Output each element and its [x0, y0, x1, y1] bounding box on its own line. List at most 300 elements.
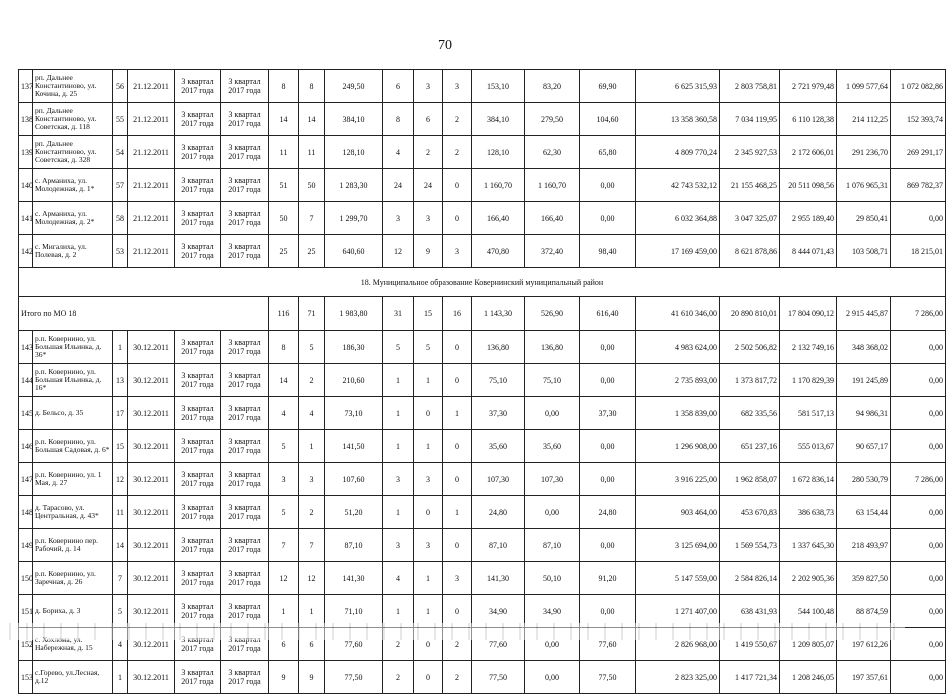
table-cell-c8: 0 [414, 661, 443, 694]
total-cell: 116 [269, 297, 299, 331]
table-cell-date: 30.12.2011 [128, 529, 175, 562]
table-cell-c4: 4 [269, 397, 299, 430]
table-cell-c7: 3 [383, 202, 414, 235]
table-cell-c13: 2 826 968,00 [636, 628, 720, 661]
table-cell-c4: 8 [269, 331, 299, 364]
table-cell-c13: 903 464,00 [636, 496, 720, 529]
total-cell: 1 983,80 [325, 297, 383, 331]
table-cell-c14: 8 621 878,86 [720, 235, 780, 268]
table-cell-c9: 0 [443, 202, 472, 235]
table-cell-c7: 1 [383, 397, 414, 430]
table-cell-c7: 1 [383, 496, 414, 529]
table-cell-c5: 3 [299, 463, 325, 496]
table-cell-no: 1 [113, 331, 128, 364]
table-cell-c16: 197 357,61 [837, 661, 891, 694]
table-cell-c17: 269 291,17 [891, 136, 946, 169]
table-cell-c10: 87,10 [472, 529, 525, 562]
table-cell-c11: 0,00 [525, 628, 580, 661]
table-cell-c11: 62,30 [525, 136, 580, 169]
table-cell-c7: 4 [383, 562, 414, 595]
table-cell-c14: 1 417 721,34 [720, 661, 780, 694]
table-cell-c13: 4 983 624,00 [636, 331, 720, 364]
total-cell: 1 143,30 [472, 297, 525, 331]
table-cell-c5: 2 [299, 496, 325, 529]
table-cell-addr: д. Бельсо, д. 35 [33, 397, 113, 430]
table-cell-c10: 24,80 [472, 496, 525, 529]
table-row [19, 103, 946, 136]
table-cell-q2: 3 квартал 2017 года [221, 364, 269, 397]
table-cell-date: 21.12.2011 [128, 136, 175, 169]
table-cell-c17: 0,00 [891, 430, 946, 463]
table-cell-c6: 87,10 [325, 529, 383, 562]
table-cell-q1: 3 квартал 2017 года [175, 331, 221, 364]
table-cell-c9: 0 [443, 364, 472, 397]
table-cell-c16: 1 099 577,64 [837, 70, 891, 103]
table-cell-date: 30.12.2011 [128, 430, 175, 463]
table-cell-c5: 5 [299, 331, 325, 364]
table-cell-date: 30.12.2011 [128, 397, 175, 430]
table-cell-c8: 9 [414, 235, 443, 268]
table-cell-c16: 1 076 965,31 [837, 169, 891, 202]
table-cell-c4: 11 [269, 136, 299, 169]
table-cell-n: 144 [19, 364, 33, 397]
table-cell-c15: 581 517,13 [780, 397, 837, 430]
total-row [19, 297, 946, 331]
table-cell-c17: 0,00 [891, 628, 946, 661]
table-cell-c5: 50 [299, 169, 325, 202]
table-cell-c5: 11 [299, 136, 325, 169]
table-cell-date: 30.12.2011 [128, 463, 175, 496]
table-cell-no: 14 [113, 529, 128, 562]
table-cell-addr: д. Тарасово, ул. Центральная, д. 43* [33, 496, 113, 529]
table-cell-c13: 3 916 225,00 [636, 463, 720, 496]
table-cell-c4: 8 [269, 70, 299, 103]
table-cell-c5: 2 [299, 364, 325, 397]
table-cell-c14: 2 345 927,53 [720, 136, 780, 169]
table-cell-c6: 73,10 [325, 397, 383, 430]
table-cell-c11: 279,50 [525, 103, 580, 136]
table-cell-c9: 2 [443, 661, 472, 694]
table-cell-c8: 3 [414, 529, 443, 562]
table-cell-q1: 3 квартал 2017 года [175, 202, 221, 235]
table-cell-c17: 0,00 [891, 202, 946, 235]
table-cell-c17: 1 072 082,86 [891, 70, 946, 103]
table-cell-no: 56 [113, 70, 128, 103]
table-cell-c4: 1 [269, 595, 299, 628]
table-cell-c15: 2 721 979,48 [780, 70, 837, 103]
table-cell-n: 153 [19, 661, 33, 694]
table-cell-c9: 0 [443, 529, 472, 562]
table-row [19, 169, 946, 202]
table-cell-date: 21.12.2011 [128, 103, 175, 136]
table-cell-c14: 1 962 858,07 [720, 463, 780, 496]
table-row [19, 235, 946, 268]
table-cell-c5: 7 [299, 202, 325, 235]
page-number: 70 [438, 38, 452, 53]
table-cell-q1: 3 квартал 2017 года [175, 529, 221, 562]
table-cell-n: 151 [19, 595, 33, 628]
table-cell-addr: р.п. Ковернино пер. Рабочий, д. 14 [33, 529, 113, 562]
table-cell-c17: 0,00 [891, 397, 946, 430]
table-cell-c9: 3 [443, 562, 472, 595]
table-cell-no: 11 [113, 496, 128, 529]
table-cell-c7: 1 [383, 364, 414, 397]
table-cell-c9: 0 [443, 463, 472, 496]
table-cell-c13: 2 823 325,00 [636, 661, 720, 694]
table-cell-c9: 2 [443, 103, 472, 136]
table-cell-c10: 77,60 [472, 628, 525, 661]
table-cell-c13: 5 147 559,00 [636, 562, 720, 595]
table-cell-n: 137 [19, 70, 33, 103]
table-cell-c15: 2 202 905,36 [780, 562, 837, 595]
table-cell-c15: 1 672 836,14 [780, 463, 837, 496]
table-cell-q1: 3 квартал 2017 года [175, 136, 221, 169]
total-cell: 20 890 810,01 [720, 297, 780, 331]
table-cell-c8: 1 [414, 595, 443, 628]
table-cell-q2: 3 квартал 2017 года [221, 103, 269, 136]
table-cell-c9: 0 [443, 595, 472, 628]
table-cell-addr: р.п. Ковернино, ул. 1 Мая, д. 27 [33, 463, 113, 496]
table-cell-q2: 3 квартал 2017 года [221, 529, 269, 562]
table-cell-n: 146 [19, 430, 33, 463]
table-cell-q1: 3 квартал 2017 года [175, 463, 221, 496]
table-cell-addr: рп. Дальнее Константиново, ул. Советская, д. 118 [33, 103, 113, 136]
table-cell-c15: 1 208 246,05 [780, 661, 837, 694]
table-cell-c16: 280 530,79 [837, 463, 891, 496]
table-cell-c14: 7 034 119,95 [720, 103, 780, 136]
table-cell-c6: 128,10 [325, 136, 383, 169]
table-cell-c13: 3 125 694,00 [636, 529, 720, 562]
table-cell-c10: 470,80 [472, 235, 525, 268]
table-cell-c10: 128,10 [472, 136, 525, 169]
table-cell-date: 30.12.2011 [128, 364, 175, 397]
table-cell-c12: 0,00 [580, 331, 636, 364]
table-cell-c14: 1 569 554,73 [720, 529, 780, 562]
rows-top [19, 70, 946, 268]
table-cell-c15: 2 955 189,40 [780, 202, 837, 235]
table-cell-no: 54 [113, 136, 128, 169]
table-cell-c8: 3 [414, 202, 443, 235]
table-cell-c13: 42 743 532,12 [636, 169, 720, 202]
section-block [19, 268, 946, 331]
table-cell-c16: 103 508,71 [837, 235, 891, 268]
table-cell-c5: 8 [299, 70, 325, 103]
table-cell-c10: 107,30 [472, 463, 525, 496]
total-cell: 31 [383, 297, 414, 331]
table-cell-c10: 34,90 [472, 595, 525, 628]
table-cell-n: 149 [19, 529, 33, 562]
table-cell-c12: 69,90 [580, 70, 636, 103]
table-cell-c5: 12 [299, 562, 325, 595]
table-cell-c12: 24,80 [580, 496, 636, 529]
table-cell-addr: рп. Дальнее Константиново, ул. Советская, д. 328 [33, 136, 113, 169]
table-cell-n: 152 [19, 628, 33, 661]
table-cell-c12: 0,00 [580, 430, 636, 463]
table-cell-c14: 2 584 826,14 [720, 562, 780, 595]
table-cell-c6: 640,60 [325, 235, 383, 268]
table-cell-c4: 14 [269, 364, 299, 397]
table-cell-n: 142 [19, 235, 33, 268]
table-cell-q2: 3 квартал 2017 года [221, 70, 269, 103]
table-cell-c9: 0 [443, 430, 472, 463]
table-cell-c15: 386 638,73 [780, 496, 837, 529]
table-cell-c9: 3 [443, 70, 472, 103]
table-cell-c16: 29 850,41 [837, 202, 891, 235]
table-cell-addr: р.п. Ковернино, ул. Заречная, д. 26 [33, 562, 113, 595]
table-cell-c6: 71,10 [325, 595, 383, 628]
table-cell-addr: с.Горево, ул.Лесная, д.12 [33, 661, 113, 694]
table-cell-q2: 3 квартал 2017 года [221, 562, 269, 595]
table-row [19, 430, 946, 463]
total-cell: 15 [414, 297, 443, 331]
table-cell-q1: 3 квартал 2017 года [175, 595, 221, 628]
scan-edge [0, 623, 905, 640]
table-cell-q2: 3 квартал 2017 года [221, 235, 269, 268]
table-cell-no: 1 [113, 661, 128, 694]
table-cell-q1: 3 квартал 2017 года [175, 70, 221, 103]
table-cell-c8: 5 [414, 331, 443, 364]
table-cell-c17: 0,00 [891, 661, 946, 694]
table-cell-c14: 21 155 468,25 [720, 169, 780, 202]
table-cell-c10: 77,50 [472, 661, 525, 694]
table-row [19, 397, 946, 430]
table-cell-c13: 1 358 839,00 [636, 397, 720, 430]
table-cell-c11: 0,00 [525, 496, 580, 529]
table-cell-c17: 0,00 [891, 562, 946, 595]
table-cell-n: 140 [19, 169, 33, 202]
table-cell-date: 21.12.2011 [128, 70, 175, 103]
table-cell-c5: 6 [299, 628, 325, 661]
table-cell-c10: 141,30 [472, 562, 525, 595]
total-cell: 526,90 [525, 297, 580, 331]
table-cell-c6: 249,50 [325, 70, 383, 103]
table-cell-q2: 3 квартал 2017 года [221, 496, 269, 529]
table-cell-c17: 0,00 [891, 331, 946, 364]
table-cell-c12: 104,60 [580, 103, 636, 136]
table-cell-c10: 1 160,70 [472, 169, 525, 202]
table-cell-c13: 1 296 908,00 [636, 430, 720, 463]
table-cell-c11: 87,10 [525, 529, 580, 562]
table-cell-c5: 1 [299, 430, 325, 463]
table-cell-c9: 1 [443, 496, 472, 529]
table-cell-c17: 7 286,00 [891, 463, 946, 496]
table-cell-date: 21.12.2011 [128, 202, 175, 235]
table-cell-no: 57 [113, 169, 128, 202]
table-cell-c15: 1 337 645,30 [780, 529, 837, 562]
table-cell-c4: 25 [269, 235, 299, 268]
table-cell-date: 21.12.2011 [128, 169, 175, 202]
table-cell-c12: 0,00 [580, 595, 636, 628]
table-cell-c10: 75,10 [472, 364, 525, 397]
table-cell-c17: 0,00 [891, 496, 946, 529]
table-cell-addr: р.п. Ковернино, ул. Большая Ильинка, д. 36* [33, 331, 113, 364]
table-cell-c8: 3 [414, 463, 443, 496]
table-cell-c4: 5 [269, 430, 299, 463]
table-cell-c14: 453 670,83 [720, 496, 780, 529]
table-cell-c4: 3 [269, 463, 299, 496]
table-cell-c7: 2 [383, 628, 414, 661]
table-cell-c16: 90 657,17 [837, 430, 891, 463]
table-cell-n: 139 [19, 136, 33, 169]
table-cell-c15: 8 444 071,43 [780, 235, 837, 268]
table-cell-q2: 3 квартал 2017 года [221, 202, 269, 235]
table-cell-c6: 1 283,30 [325, 169, 383, 202]
table-cell-c8: 3 [414, 70, 443, 103]
table-cell-no: 53 [113, 235, 128, 268]
table-cell-c9: 3 [443, 235, 472, 268]
table-cell-q2: 3 квартал 2017 года [221, 331, 269, 364]
table-cell-c12: 65,80 [580, 136, 636, 169]
table-cell-c12: 37,30 [580, 397, 636, 430]
table-cell-no: 4 [113, 628, 128, 661]
table-cell-n: 138 [19, 103, 33, 136]
table-row [19, 364, 946, 397]
table-cell-c15: 555 013,67 [780, 430, 837, 463]
table-cell-c10: 136,80 [472, 331, 525, 364]
table-cell-addr: д. Бориха, д. 3 [33, 595, 113, 628]
table-cell-c7: 12 [383, 235, 414, 268]
table-cell-c7: 1 [383, 595, 414, 628]
table-cell-c12: 91,20 [580, 562, 636, 595]
table-cell-no: 7 [113, 562, 128, 595]
table-cell-c15: 2 172 606,01 [780, 136, 837, 169]
table-cell-c16: 214 112,25 [837, 103, 891, 136]
table-cell-c11: 75,10 [525, 364, 580, 397]
table-cell-q2: 3 квартал 2017 года [221, 661, 269, 694]
table-cell-n: 150 [19, 562, 33, 595]
section-heading: 18. Муниципальное образование Ковернинский муниципальный район [19, 268, 946, 297]
total-cell: 16 [443, 297, 472, 331]
total-cell: 616,40 [580, 297, 636, 331]
table-cell-c6: 384,10 [325, 103, 383, 136]
table-cell-c15: 544 100,48 [780, 595, 837, 628]
table-cell-no: 15 [113, 430, 128, 463]
table-cell-q1: 3 квартал 2017 года [175, 103, 221, 136]
table-cell-c6: 210,60 [325, 364, 383, 397]
table-cell-c17: 152 393,74 [891, 103, 946, 136]
table-cell-q2: 3 квартал 2017 года [221, 463, 269, 496]
table-cell-c4: 6 [269, 628, 299, 661]
table-cell-c15: 2 132 749,16 [780, 331, 837, 364]
table-cell-c16: 348 368,02 [837, 331, 891, 364]
table-cell-c9: 0 [443, 169, 472, 202]
table-cell-c11: 35,60 [525, 430, 580, 463]
table-row [19, 202, 946, 235]
table-cell-n: 147 [19, 463, 33, 496]
table-cell-c12: 0,00 [580, 202, 636, 235]
table-cell-c4: 50 [269, 202, 299, 235]
table-cell-c15: 6 110 128,38 [780, 103, 837, 136]
table-cell-q1: 3 квартал 2017 года [175, 397, 221, 430]
housing-table [18, 69, 946, 694]
table-cell-c14: 3 047 325,07 [720, 202, 780, 235]
table-cell-q1: 2017 года [175, 628, 221, 661]
table-cell-c16: 291 236,70 [837, 136, 891, 169]
table-cell-q1: 3 квартал 2017 года [175, 496, 221, 529]
table-cell-c6: 186,30 [325, 331, 383, 364]
total-cell: 71 [299, 297, 325, 331]
table-cell-date: 30.12.2011 [128, 331, 175, 364]
table-cell-q2: 3 квартал 2017 года [221, 136, 269, 169]
table-cell-c7: 2 [383, 661, 414, 694]
table-cell-c8: 24 [414, 169, 443, 202]
table-row [19, 136, 946, 169]
table-row [19, 529, 946, 562]
table-cell-c8: 1 [414, 364, 443, 397]
table-cell-c9: 2 [443, 628, 472, 661]
table-cell-c10: 37,30 [472, 397, 525, 430]
table-cell-c16: 359 827,50 [837, 562, 891, 595]
table-cell-no: 17 [113, 397, 128, 430]
table-cell-c10: 35,60 [472, 430, 525, 463]
table-cell-date: 30.12.2011 [128, 661, 175, 694]
table-cell-c8: 2 [414, 136, 443, 169]
table-cell-q1: 3 квартал 2017 года [175, 661, 221, 694]
table-cell-c15: 1 209 805,07 [780, 628, 837, 661]
table-cell-q1: 3 квартал 2017 года [175, 169, 221, 202]
table-cell-c4: 7 [269, 529, 299, 562]
table-cell-no: 13 [113, 364, 128, 397]
table-cell-c9: 2 [443, 136, 472, 169]
table-cell-q1: 3 квартал 2017 года [175, 562, 221, 595]
table-cell-c15: 1 170 829,39 [780, 364, 837, 397]
table-cell-c7: 24 [383, 169, 414, 202]
table-cell-c7: 1 [383, 430, 414, 463]
table-cell-c9: 0 [443, 331, 472, 364]
table-cell-n: 143 [19, 331, 33, 364]
table-cell-c7: 5 [383, 331, 414, 364]
table-cell-c17: 0,00 [891, 529, 946, 562]
table-cell-date: 30.12.2011 [128, 562, 175, 595]
table-cell-c6: 51,20 [325, 496, 383, 529]
table-cell-n: 145 [19, 397, 33, 430]
table-cell-c16: 94 986,31 [837, 397, 891, 430]
table-cell-c6: 77,60 [325, 628, 383, 661]
table-row [19, 661, 946, 694]
table-cell-date: 30.12.2011 [128, 628, 175, 661]
table-cell-c6: 141,50 [325, 430, 383, 463]
table-cell-c12: 77,50 [580, 661, 636, 694]
table-cell-c9: 1 [443, 397, 472, 430]
table-cell-n: 141 [19, 202, 33, 235]
table-cell-c12: 0,00 [580, 463, 636, 496]
table-cell-c6: 107,60 [325, 463, 383, 496]
table-cell-c4: 14 [269, 103, 299, 136]
table-cell-q2: 3 квартал 2017 года [221, 430, 269, 463]
table-cell-c12: 0,00 [580, 529, 636, 562]
table-cell-c11: 107,30 [525, 463, 580, 496]
table-cell-date: 30.12.2011 [128, 595, 175, 628]
table-cell-c13: 6 625 315,93 [636, 70, 720, 103]
table-row [19, 70, 946, 103]
table-cell-c14: 1 373 817,72 [720, 364, 780, 397]
table-cell-c14: 1 419 550,67 [720, 628, 780, 661]
table-cell-c13: 13 358 360,58 [636, 103, 720, 136]
table-cell-c7: 4 [383, 136, 414, 169]
table-cell-c17: 869 782,37 [891, 169, 946, 202]
table-cell-c5: 14 [299, 103, 325, 136]
total-cell: 2 915 445,87 [837, 297, 891, 331]
table-cell-c16: 88 874,59 [837, 595, 891, 628]
table-cell-c16: 191 245,89 [837, 364, 891, 397]
table-cell-c10: 384,10 [472, 103, 525, 136]
table-cell-c11: 83,20 [525, 70, 580, 103]
table-cell-addr: р.п. Ковернино, ул. Большая Садовая, д. 6* [33, 430, 113, 463]
total-cell: 7 286,00 [891, 297, 946, 331]
table-cell-c7: 3 [383, 529, 414, 562]
table-cell-c13: 2 735 893,00 [636, 364, 720, 397]
table-cell-q1: 3 квартал 2017 года [175, 364, 221, 397]
